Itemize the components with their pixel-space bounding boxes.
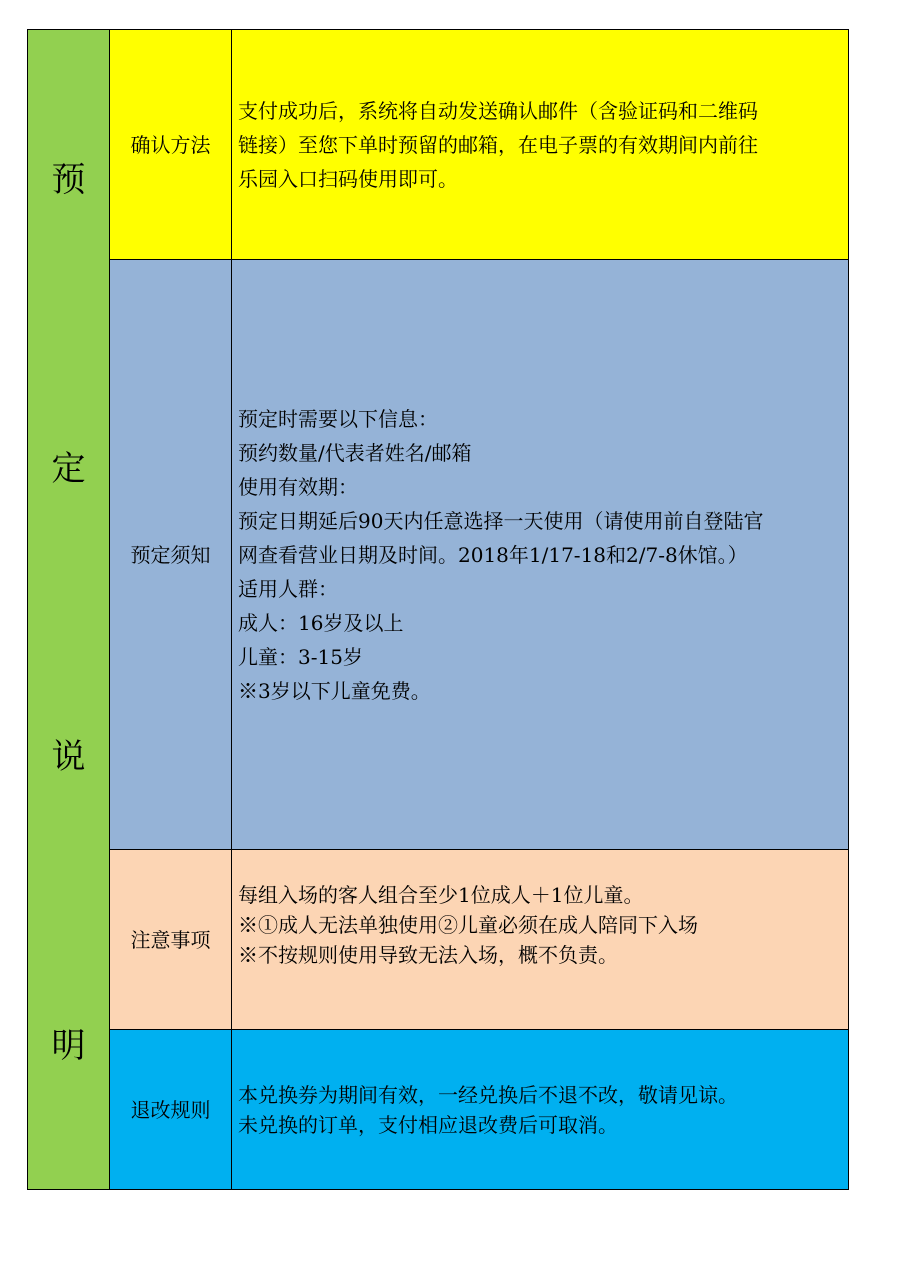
- content-line: 使用有效期：: [238, 474, 358, 499]
- row-content: [232, 260, 849, 850]
- table-row-attention: [28, 850, 849, 1030]
- row-content: [232, 1030, 849, 1190]
- row-label: 退改规则: [110, 1030, 232, 1190]
- row-content: [232, 30, 849, 260]
- content-line: 每组入场的客人组合至少1位成人＋1位儿童。: [238, 882, 644, 907]
- content-line: 预约数量/代表者姓名/邮箱: [238, 440, 472, 465]
- content-line: ※3岁以下儿童免费。: [238, 678, 431, 703]
- row-label: 预定须知: [110, 260, 232, 850]
- content-line: ※①成人无法单独使用②儿童必须在成人陪同下入场: [238, 912, 698, 937]
- side-title-char: 明: [51, 1026, 86, 1066]
- content-line: 成人：16岁及以上: [238, 610, 404, 635]
- row-label: 确认方法: [110, 30, 232, 260]
- content-line: 儿童：3-15岁: [238, 644, 363, 669]
- table-row-refund-rules: [28, 1030, 849, 1190]
- table-row-confirm-method: [28, 30, 849, 260]
- content-line: 本兑换券为期间有效，一经兑换后不退不改，敬请见谅。: [238, 1082, 738, 1107]
- content-line: 适用人群：: [238, 576, 338, 601]
- table-row-booking-notes: [28, 260, 849, 850]
- content-line: ※不按规则使用导致无法入场，概不负责。: [238, 942, 618, 967]
- side-title-char: 预: [51, 160, 86, 200]
- content-line: 未兑换的订单，支付相应退改费后可取消。: [238, 1112, 618, 1137]
- side-title-char: 定: [51, 449, 86, 489]
- content-line: 预定日期延后90天内任意选择一天使用（请使用前自登陆官: [238, 508, 764, 533]
- side-title-cell: [28, 30, 110, 1190]
- row-content: [232, 850, 849, 1030]
- row-label: 注意事项: [110, 850, 232, 1030]
- content-line: 支付成功后，系统将自动发送确认邮件（含验证码和二维码: [238, 98, 758, 123]
- content-line: 乐园入口扫码使用即可。: [238, 166, 458, 191]
- booking-info-table: [27, 29, 849, 1190]
- content-line: 链接）至您下单时预留的邮箱，在电子票的有效期间内前往: [238, 132, 758, 157]
- content-line: 网查看营业日期及时间。2018年1/17-18和2/7-8休馆。）: [238, 542, 748, 567]
- content-line: 预定时需要以下信息：: [238, 406, 438, 431]
- side-title-char: 说: [51, 737, 86, 777]
